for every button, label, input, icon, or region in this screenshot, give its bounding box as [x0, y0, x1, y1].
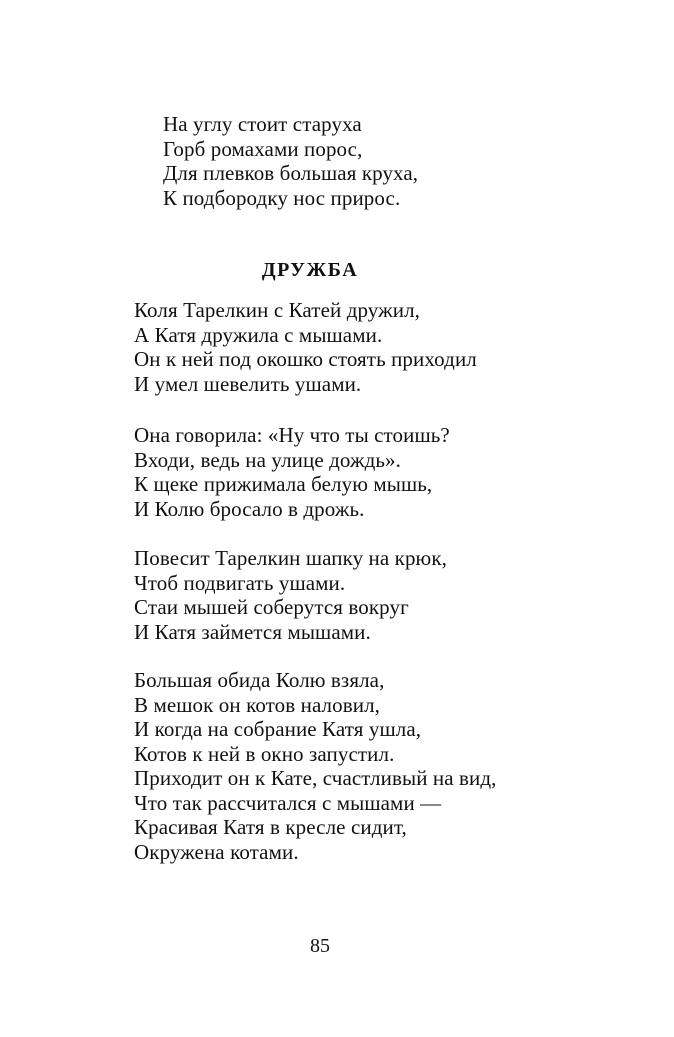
page-number: 85 [310, 935, 330, 957]
poem-line: Приходит он к Кате, счастливый на вид, [134, 766, 497, 790]
poem-line: На углу стоит старуха [163, 112, 362, 136]
stanza-4 [134, 668, 496, 864]
poem-line: В мешок он котов наловил, [134, 692, 381, 717]
stanza-previous-poem-ending [163, 112, 418, 210]
poem-line: Он к ней под окошко стоять приходил [134, 347, 477, 371]
stanza-3 [134, 546, 447, 644]
poem-line: Большая обида Колю взяла, [134, 668, 385, 692]
poem-line: Стаи мышей соберутся вокруг [134, 595, 409, 619]
poem-line: Для плевков большая круха, [163, 161, 419, 185]
stanza-1 [134, 298, 477, 396]
poem-line: Входи, ведь на улице дождь». [134, 447, 401, 472]
poem-line: И когда на собрание Катя ушла, [134, 717, 422, 741]
poem-line: К щеке прижимала белую мышь, [134, 472, 433, 496]
poem-line: Окружена котами. [134, 839, 299, 864]
poem-line: Красивая Катя в кресле сидит, [134, 815, 407, 839]
poem-line: Коля Тарелкин с Катей дружил, [134, 298, 420, 322]
poem-line: Чтоб подвигать ушами. [134, 570, 346, 595]
poem-line: К подбородку нос прирос. [163, 185, 401, 210]
poem-title: ДРУЖБА [261, 259, 359, 281]
poem-line: Котов к ней в окно запустил. [134, 741, 395, 766]
poem-line: А Катя дружила с мышами. [134, 322, 383, 347]
poem-line: Она говорила: «Ну что ты стоишь? [134, 423, 450, 447]
poem-line: И Катя займется мышами. [134, 619, 371, 644]
poem-line: И умел шевелить ушами. [134, 371, 362, 396]
poem-line: Повесит Тарелкин шапку на крюк, [134, 546, 448, 570]
poem-line: И Колю бросало в дрожь. [134, 496, 365, 521]
poem-line: Горб ромахами порос, [163, 136, 363, 161]
stanza-2 [134, 423, 450, 521]
poem-line: Что так рассчитался с мышами — [134, 790, 442, 815]
